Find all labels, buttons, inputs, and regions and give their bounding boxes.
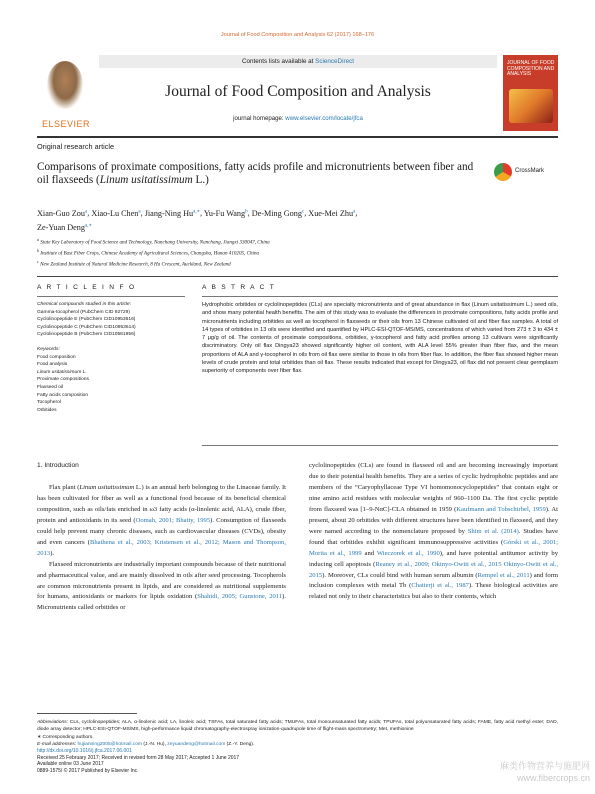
compounds-heading: Chemical compounds studied in this article: (37, 302, 132, 307)
article-info-heading: A R T I C L E I N F O (37, 284, 136, 291)
citation-link[interactable]: Reaney et al., 2009; Okinyo-Owiti et al., 2015 Okinyo-Owiti et al., 2015 (309, 560, 558, 579)
paragraph: Flax plant (Linum usitatissimum L.) is an annual herb belonging to the Linaceae family. It has been cultivated for fiber as well as a functional food because of its beneficial chemical composition, such as oils/fats enriched in ω3 fatty acids (α-linolenic acid, ALA), crude fiber, protein and antioxidants in its seed (Oomah, 2001; Bhatty, 1995). Consumption of flaxseeds could help prevent many chronic diseases, such as cardiovascular diseases (CVDs), obesity and even cancers (Bhathena et al., 2003; Kristensen et al., 2012; Mason and Thompson, 2013). (37, 483, 287, 557)
body-column-right (309, 461, 558, 603)
keyword-item: Food composition (37, 354, 76, 360)
author[interactable]: Xue-Mei Zhu$^a$ (308, 208, 356, 218)
title-main: Comparisons of proximate compositions, fatty acids profile and micronutrients between fiber and oil flaxseeds ( (37, 161, 474, 187)
abstract-rule (202, 296, 558, 297)
author[interactable]: Ze-Yuan Deng$^{a,∗}$ (37, 223, 92, 233)
section-rule (37, 276, 558, 277)
section-heading: 1. Introduction (37, 462, 79, 469)
masthead (37, 55, 558, 131)
publisher-name: ELSEVIER (41, 119, 91, 129)
citation-link[interactable]: Chatterji et al., 1987 (411, 582, 469, 590)
citation-link[interactable]: Górski et al., 2001; Morita et al., 1999 (309, 538, 558, 557)
compound-item: Gamma-tocopherol (PubChem CID 92729) (37, 309, 130, 315)
header-rule (37, 136, 558, 138)
contents-prefix: Contents lists available at (241, 58, 316, 65)
compound-item: Cyclolinopeptide B (PubChem CID10581956) (37, 332, 136, 338)
cover-title: JOURNAL OF FOOD COMPOSITION AND ANALYSIS (507, 60, 555, 77)
watermark-url: www.fibercrops.cn (516, 773, 590, 783)
publication-info (37, 748, 337, 774)
author-list: Xian-Guo Zou$^a$, Xiao-Lu Chen$^a$, Jiang-Ning $Hu^{a,∗}$, Yu-Fu Wang$^b$, De-Ming Gong$^c$, Xue-Mei Zhu$^a$, Ze-Yuan Deng$^{a,∗}$ (37, 208, 358, 233)
email-link[interactable]: zeyuandeng@hotmail.com (167, 742, 226, 748)
journal-homepage (99, 115, 497, 122)
title-end: L.) (192, 174, 209, 187)
email-note: E-mail addresses: hujianning2005@hotmail.com (J.-N. Hu), zeyuandeng@hotmail.com (Z.-Y. Deng). (37, 742, 255, 748)
body-column-left (37, 461, 286, 614)
tree-icon (47, 61, 83, 109)
citation-link[interactable]: Bhathena et al., 2003; Kristensen et al., 2012; Mason and Thompson, 2013 (37, 538, 286, 557)
watermark (445, 760, 590, 784)
doi-link[interactable]: http://dx.doi.org/10.1016/j.jfca.2017.06.001 (37, 748, 132, 754)
keyword-item: Fatty acids composition (37, 392, 89, 398)
crossmark-icon (494, 163, 512, 181)
crossmark-label: CrossMark (515, 168, 545, 174)
info-rule (37, 296, 185, 297)
abstract-text: Hydrophobic orbitides or cyclolinopeptides (CLs) are specialty micronutrients and of great abundance in flax (Linum usitatissimum L.) seed oils, and show many potential health benefits. The aim of this study was to evaluate the differences in proximate compositions, fatty acids profile and micronutrients including orbitides as well as tocopherol in flaxseeds or their oils from 13 Chinese cultivated oil and fiber flax samples. A total of 14 types of orbitides in 13 oils were identified and quantified by HPLC-ESI-QTOF-MS/MS, concentrations of which varied from 273 ± 3 to 434 ± 7 μg/g of oil. The contents of proximate compositions, orbitides, γ-tocopherol and fatty acid profiles among 13 cultivars were significantly discriminatory. Only oil flax Dingya23 showed significantly higher oil content, with ALA level 55% greater than fiber flax, and the mean proportions of ALA and γ-tocopherol in oils from oil flax were similar to those in oils from fiber flax. In addition, the fiber flax showed higher mean levels of crude protein and total orbitides than oil flax. These results indicated that except for Dingya23, oil flax did not present clear germplasm superiority of components over fiber flax. (202, 302, 558, 375)
homepage-link[interactable]: www.elsevier.com/locate/jfca (285, 115, 363, 122)
keyword-item: Proximate compositions (37, 377, 89, 383)
keyword-item: Flaxseed oil (37, 384, 64, 390)
keywords-heading: Keywords: (37, 346, 60, 352)
homepage-prefix: journal homepage: (233, 115, 286, 122)
citation-link[interactable]: Kaufmann and Tobschirbel, 1959 (456, 505, 546, 513)
paragraph: cyclolinopeptides (CLs) are found in flaxseed oil and are becoming increasingly important due to their potential health benefits. They are a series of cyclic hydrophobic peptides and are members of the “Caryophyllaceae Type VI homomonocyclopeptides” that contain eight or nine amino acid residues with molecular weights of 960–1100 Da. The first cyclic peptide from flaxseed was [1–9-NαC]-CLA obtained in 1959 (Kaufmann and Tobschirbel, 1959). At present, about 20 orbitides with different structures have been identified in flaxseed, and they were named according to the nomenclature proposed by Shim et al. (2014). Studies have found that orbitides exhibit significant immunosuppressive activities (Górski et al., 2001; Morita et al., 1999 and Wieczorek et al., 1990), and have potential antitumor activity by inducing cell apoptosis (Reaney et al., 2009; Okinyo-Owiti et al., 2015 Okinyo-Owiti et al., 2015). Moreover, CLs could bind with human serum albumin (Rempel et al., 2011) and form inclusion complexes with metal Tb (Chatterji et al., 1987). These biological activities are related not only to their characteristics but also to their contents, which (309, 462, 559, 601)
cover-artwork (509, 89, 553, 123)
contents-bar (99, 55, 497, 68)
author[interactable]: Jiang-Ning $Hu^{a,∗}$ (144, 208, 201, 218)
affiliation: $^c$ New Zealand Institute of Natural Medicine Research, 8 Ha Crescent, Auckland, New Zealand (37, 259, 231, 268)
author[interactable]: Xian-Guo Zou$^a$ (37, 208, 88, 218)
citation-link[interactable]: Shahidi, 2005; Gunstone, 2011 (197, 593, 283, 601)
keyword-item: Orbitides (37, 407, 57, 413)
journal-citation-line[interactable]: Journal of Food Composition and Analysis 62 (2017) 168–176 (220, 32, 375, 38)
watermark-cn: 麻类作物营养与施肥网 (499, 761, 590, 771)
affiliations (37, 236, 558, 269)
article-info (37, 301, 187, 414)
keyword-item: Tocopherol (37, 400, 61, 406)
footnotes (37, 719, 558, 749)
abbreviations: Abbreviations: CLs, cyclolinopeptides; ALA, α-linolenic acid; LA, linoleic acid; TSFAs, total saturated fatty acids; TMUFAs, total monounsaturated fatty acids; TPUFAs, total polyunsaturated fatty acids; FAME, fatty acid methyl ester; DAD, diode array detector; HPLC-ESI-QTOF-MS/MS, high-performance liquid chromatography-electrospray ionization-quadrupole time of flight-mass spectrometry; Met, methionine (37, 720, 558, 733)
citation-link[interactable]: Oomah, 2001; Bhatty, 1995 (135, 516, 211, 524)
paragraph: Flaxseed micronutrients are industrially important compounds because of their nutritional and pharmaceutical value, and are mainly dissolved in oils after seed processing. Tocopherols are common micronutrients present in lipids, and are considered as nutritional supplements for humans, antioxidants or markers for lipids oxidation (Shahidi, 2005; Gunstone, 2011). Micronutrients called orbitides or (37, 560, 286, 612)
copyright: 0889-1575/ © 2017 Published by Elsevier Inc. (37, 767, 139, 774)
online-date: Available online 03 June 2017 (37, 761, 104, 768)
received-dates: Received 25 February 2017; Received in revised form 28 May 2017; Accepted 1 June 2017 (37, 754, 240, 761)
author[interactable]: De-Ming Gong$^c$ (251, 208, 305, 218)
compound-item: Cyclolinopeptide C (PubChem CID10953614) (37, 324, 136, 330)
citation-link[interactable]: Shim et al. (2014) (467, 527, 519, 535)
crossmark-badge[interactable] (494, 163, 558, 185)
citation-link[interactable]: Rempel et al., 2011 (477, 571, 530, 579)
compound-item: Cyclolinopeptide E (PubChem CID10953616) (37, 317, 136, 323)
abstract-heading: A B S T R A C T (202, 284, 276, 291)
abstract-bottom-rule (202, 445, 558, 446)
title-species: Linum usitatissimum (99, 174, 193, 187)
article-title (37, 161, 477, 187)
author[interactable]: Yu-Fu Wang$^b$ (203, 208, 248, 218)
email-link[interactable]: hujianning2005@hotmail.com (77, 742, 143, 748)
corresponding-note: ∗ Corresponding authors. (37, 734, 94, 740)
footnote-rule (37, 713, 137, 714)
elsevier-logo (37, 55, 95, 131)
article-type: Original research article (37, 142, 115, 151)
author[interactable]: Xiao-Lu Chen$^a$ (91, 208, 141, 218)
affiliation: $^a$ State Key Laboratory of Food Science and Technology, Nanchang University, Nanchang, Jiangxi 330047, China (37, 237, 270, 246)
citation-link[interactable]: Wieczorek et al., 1990 (376, 549, 440, 557)
sciencedirect-link[interactable]: ScienceDirect (315, 58, 354, 65)
journal-cover (503, 55, 558, 131)
affiliation: $^b$ Institute of Bast Fiber Crops, Chinese Academy of Agricultural Sciences, Changsha, Hunan 410205, China (37, 248, 260, 257)
journal-title: Journal of Food Composition and Analysis (165, 83, 431, 100)
keyword-item: Linum usitatissimum L. (37, 369, 87, 375)
masthead-center (99, 55, 497, 131)
keyword-item: Food analysis (37, 362, 68, 368)
